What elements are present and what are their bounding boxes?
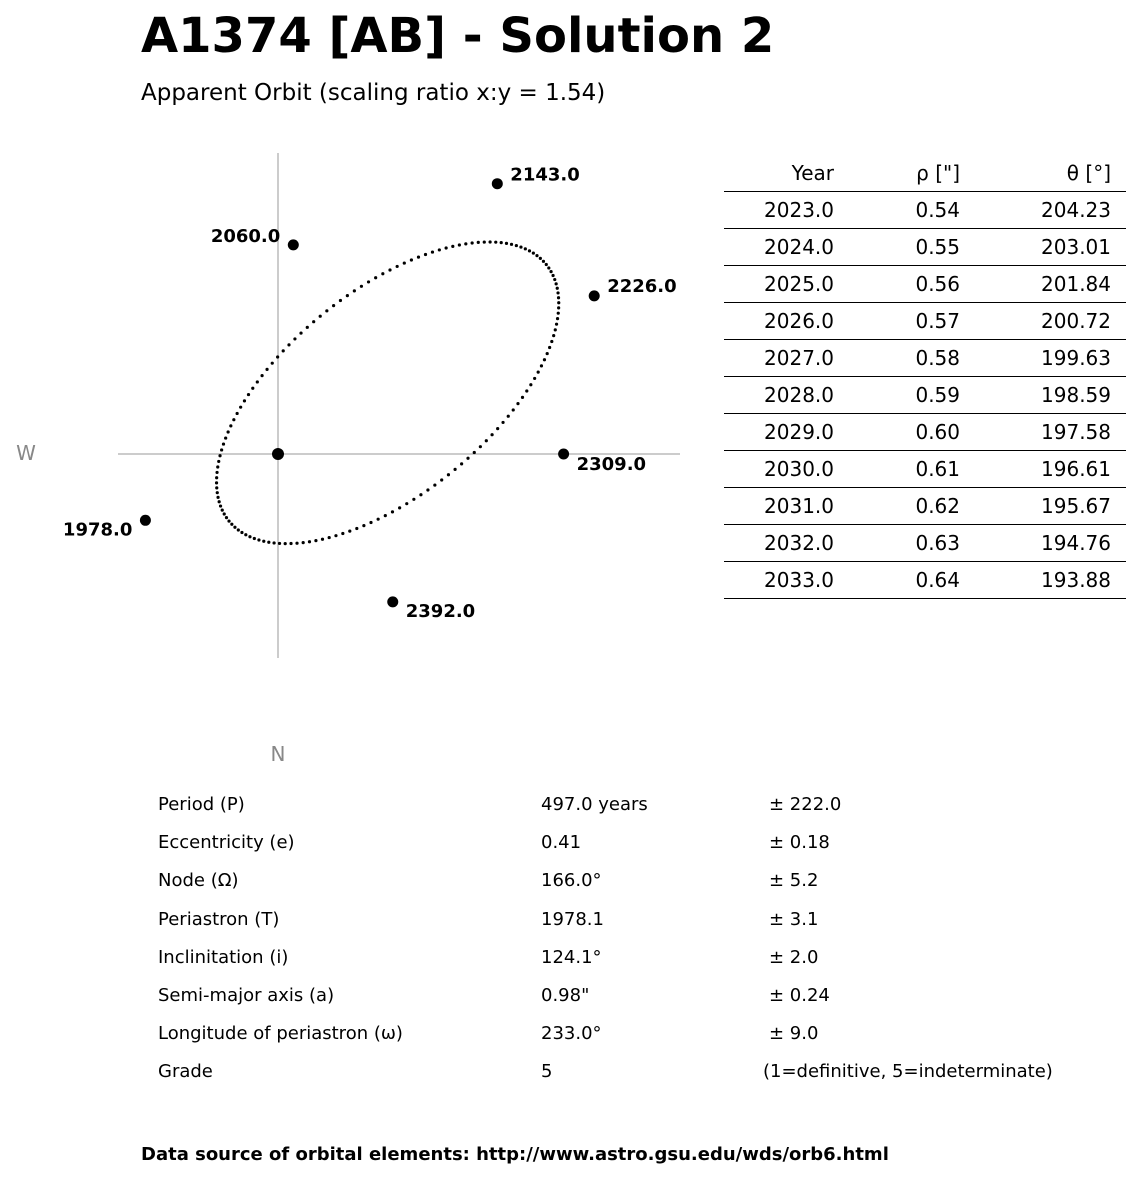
orbit-dot <box>353 289 356 292</box>
cell-year: 2025.0 <box>724 266 834 303</box>
epoch-point <box>492 178 503 189</box>
orbit-dot <box>224 436 227 439</box>
orbit-dot <box>295 542 298 545</box>
orbit-dot <box>216 496 219 499</box>
orbit-dot <box>403 261 406 264</box>
orbit-dot <box>547 266 550 269</box>
orbit-dot <box>216 465 219 468</box>
orbit-dot <box>215 471 218 474</box>
element-error: ± 222.0 <box>769 794 842 815</box>
orbit-dot <box>319 315 322 318</box>
orbit-dot <box>267 541 270 544</box>
cell-rho: 0.59 <box>834 377 960 414</box>
orbit-dot <box>539 257 542 260</box>
cell-rho: 0.62 <box>834 488 960 525</box>
epoch-point <box>140 515 151 526</box>
epoch-point <box>589 290 600 301</box>
orbit-dot <box>552 334 555 337</box>
epoch-label: 2392.0 <box>405 600 476 622</box>
element-value: 1978.1 <box>541 908 604 930</box>
element-name: Semi-major axis (a) <box>158 985 335 1006</box>
data-source-footer: Data source of orbital elements: http://www.astro.gsu.edu/wds/orb6.html <box>141 1144 889 1165</box>
cell-year: 2029.0 <box>724 414 834 451</box>
orbit-dot <box>466 457 469 460</box>
orbit-dot <box>424 253 427 256</box>
orbit-dot <box>556 287 559 290</box>
element-value: 166.0° <box>541 870 602 892</box>
orbit-dot <box>438 248 441 251</box>
orbit-dot <box>218 500 221 503</box>
orbit-dot <box>302 541 305 544</box>
orbit-dot <box>265 368 268 371</box>
orbit-dot <box>494 241 497 244</box>
orbit-dot <box>524 247 527 250</box>
cell-pad <box>1111 303 1126 340</box>
cell-rho: 0.60 <box>834 414 960 451</box>
cell-theta: 196.61 <box>960 451 1111 488</box>
table-row <box>724 192 1126 229</box>
orbit-dot <box>515 244 518 247</box>
orbit-dot <box>496 427 499 430</box>
orbit-dot <box>360 285 363 288</box>
orbit-dot <box>464 242 467 245</box>
orbit-dot <box>555 282 558 285</box>
element-error: ± 0.24 <box>769 985 830 1006</box>
orbit-dot <box>445 246 448 249</box>
cell-year: 2028.0 <box>724 377 834 414</box>
orbit-dot <box>501 421 504 424</box>
table-row <box>724 340 1126 377</box>
orbit-plot <box>0 0 700 780</box>
orbit-dot <box>540 364 543 367</box>
orbit-dot <box>355 527 358 530</box>
orbit-dot <box>473 451 476 454</box>
epoch-label: 2226.0 <box>607 275 677 297</box>
orbit-dot <box>485 439 488 442</box>
orbit-dot <box>426 488 429 491</box>
orbit-dot <box>282 349 285 352</box>
cell-rho: 0.57 <box>834 303 960 340</box>
orbit-dot <box>308 540 311 543</box>
orbit-dot <box>215 486 218 489</box>
orbit-dot <box>219 504 222 507</box>
orbit-dot <box>431 250 434 253</box>
orbit-dot <box>557 301 560 304</box>
orbit-dot <box>433 483 436 486</box>
table-row <box>724 266 1126 303</box>
orbit-dot <box>451 245 454 248</box>
orbit-dot <box>556 291 559 294</box>
cell-rho: 0.56 <box>834 266 960 303</box>
page-subtitle: Apparent Orbit (scaling ratio x:y = 1.54) <box>141 80 606 106</box>
orbit-dot <box>537 371 540 374</box>
orbit-dot <box>262 540 265 543</box>
orbit-dot <box>312 320 315 323</box>
element-error: (1=definitive, 5=indeterminate) <box>763 1061 1053 1083</box>
orbit-dot <box>533 377 536 380</box>
orbit-dot <box>405 502 408 505</box>
header-rho: ρ ["] <box>834 155 960 192</box>
orbit-dot <box>243 399 246 402</box>
table-row <box>724 488 1126 525</box>
orbit-dot <box>489 240 492 243</box>
ephemeris-body <box>724 192 1126 599</box>
cell-year: 2024.0 <box>724 229 834 266</box>
cell-theta: 193.88 <box>960 562 1111 599</box>
orbit-dot <box>471 241 474 244</box>
orbit-dot <box>240 531 243 534</box>
element-value: 0.41 <box>541 832 582 854</box>
cell-pad <box>1111 525 1126 562</box>
orbit-dot <box>545 263 548 266</box>
element-error: ± 9.0 <box>769 1023 819 1045</box>
orbit-dot <box>510 243 513 246</box>
orbit-dot <box>236 412 239 415</box>
orbit-dot <box>348 530 351 533</box>
primary-star-marker <box>272 448 284 460</box>
orbit-dot <box>553 278 556 281</box>
orbit-dot <box>505 242 508 245</box>
epoch-point <box>387 596 398 607</box>
orbit-dot <box>374 276 377 279</box>
cell-pad <box>1111 340 1126 377</box>
cell-theta: 195.67 <box>960 488 1111 525</box>
orbit-dot <box>532 251 535 254</box>
orbit-dot <box>247 393 250 396</box>
epoch-point <box>288 239 299 250</box>
cell-pad <box>1111 377 1126 414</box>
orbit-dot <box>233 526 236 529</box>
element-value: 5 <box>541 1061 553 1083</box>
orbit-dot <box>287 343 290 346</box>
cell-year: 2030.0 <box>724 451 834 488</box>
epoch-label: 2060.0 <box>210 225 281 247</box>
element-name: Eccentricity (e) <box>158 832 295 854</box>
orbit-dot <box>276 355 279 358</box>
orbit-dot <box>328 536 331 539</box>
orbit-dot <box>314 539 317 542</box>
element-name: Period (P) <box>158 794 245 815</box>
orbit-dot <box>381 272 384 275</box>
orbit-dot <box>227 519 230 522</box>
cell-theta: 204.23 <box>960 192 1111 229</box>
orbit-dot <box>557 312 560 315</box>
orbit-dot <box>546 352 549 355</box>
table-row <box>724 229 1126 266</box>
orbit-dot <box>519 245 522 248</box>
table-row <box>724 451 1126 488</box>
orbit-dot <box>367 280 370 283</box>
orbit-dot <box>550 340 553 343</box>
orbit-dot <box>239 406 242 409</box>
cell-year: 2032.0 <box>724 525 834 562</box>
cell-pad <box>1111 488 1126 525</box>
orbit-dot <box>346 294 349 297</box>
cell-pad <box>1111 192 1126 229</box>
cell-pad <box>1111 562 1126 599</box>
header-pad <box>1111 155 1126 192</box>
element-name: Inclinitation (i) <box>158 946 289 968</box>
orbit-dot <box>253 537 256 540</box>
orbit-dot <box>555 323 558 326</box>
header-year: Year <box>724 155 834 192</box>
cell-theta: 194.76 <box>960 525 1111 562</box>
cell-rho: 0.55 <box>834 229 960 266</box>
element-name: Periastron (T) <box>158 908 280 930</box>
orbit-dot <box>289 542 292 545</box>
cell-year: 2026.0 <box>724 303 834 340</box>
orbit-dot <box>477 241 480 244</box>
orbit-dot <box>217 460 220 463</box>
cell-pad <box>1111 229 1126 266</box>
orbit-dot <box>230 523 233 526</box>
element-error: ± 2.0 <box>769 946 819 968</box>
element-name: Node (Ω) <box>158 870 239 892</box>
orbit-dot <box>388 268 391 271</box>
orbit-dot <box>215 476 218 479</box>
header-theta: θ [°] <box>960 155 1111 192</box>
orbit-dot <box>339 299 342 302</box>
orbit-dot <box>321 538 324 541</box>
orbit-dot <box>535 254 538 257</box>
ephemeris-header-row <box>724 155 1126 192</box>
element-value: 233.0° <box>541 1023 602 1045</box>
orbit-dot <box>507 415 510 418</box>
orbit-dot <box>549 270 552 273</box>
orbit-dot <box>410 258 413 261</box>
orbit-dot <box>218 454 221 457</box>
orbit-dot <box>223 512 226 515</box>
cell-rho: 0.54 <box>834 192 960 229</box>
element-error: ± 5.2 <box>769 870 819 892</box>
compass-west-label: W <box>16 441 36 465</box>
orbit-dot <box>248 535 251 538</box>
orbit-dot <box>237 528 240 531</box>
orbit-dot <box>260 374 263 377</box>
element-value: 497.0 years <box>541 794 648 815</box>
orbit-dot <box>398 506 401 509</box>
orbit-dot <box>229 424 232 427</box>
epoch-label: 1978.0 <box>62 519 133 541</box>
table-row <box>724 525 1126 562</box>
orbit-dot <box>529 383 532 386</box>
orbit-dot <box>299 331 302 334</box>
element-error: ± 0.18 <box>769 832 830 854</box>
orbit-dot <box>440 478 443 481</box>
cell-year: 2031.0 <box>724 488 834 525</box>
orbit-dot <box>490 433 493 436</box>
epoch-point <box>558 449 569 460</box>
orbit-dot <box>479 445 482 448</box>
table-row <box>724 414 1126 451</box>
cell-year: 2027.0 <box>724 340 834 377</box>
orbit-dot <box>548 346 551 349</box>
orbit-dot <box>221 509 224 512</box>
orbit-dot <box>227 430 230 433</box>
table-row <box>724 377 1126 414</box>
orbit-dot <box>557 306 560 309</box>
orbit-dot <box>528 249 531 252</box>
orbit-dot <box>377 518 380 521</box>
orbit-dot <box>306 326 309 329</box>
table-row <box>724 562 1126 599</box>
orbit-dot <box>257 538 260 541</box>
orbit-dot <box>419 493 422 496</box>
orbit-dot <box>222 442 225 445</box>
orbit-dot <box>542 260 545 263</box>
cell-theta: 197.58 <box>960 414 1111 451</box>
orbit-dot <box>362 524 365 527</box>
orbit-dot <box>369 521 372 524</box>
orbit-dot <box>417 256 420 259</box>
orbit-dot <box>225 516 228 519</box>
element-name: Grade <box>158 1061 213 1083</box>
orbit-dot <box>460 462 463 465</box>
orbit-dot <box>384 514 387 517</box>
orbit-dot <box>341 532 344 535</box>
compass-north-label: N <box>270 742 286 766</box>
orbit-dot <box>557 296 560 299</box>
orbit-dot <box>232 418 235 421</box>
element-error: ± 3.1 <box>769 908 819 930</box>
cell-theta: 201.84 <box>960 266 1111 303</box>
orbit-dot <box>453 468 456 471</box>
orbit-dot <box>554 328 557 331</box>
epoch-label: 2143.0 <box>510 164 580 186</box>
orbit-dot <box>278 542 281 545</box>
orbit-dot <box>271 362 274 365</box>
cell-theta: 200.72 <box>960 303 1111 340</box>
orbit-path <box>215 240 560 545</box>
orbit-dot <box>216 491 219 494</box>
orbit-dot <box>334 534 337 537</box>
orbit-dot <box>447 473 450 476</box>
orbit-dot <box>293 337 296 340</box>
orbit-dot <box>556 317 559 320</box>
orbit-dot <box>412 498 415 501</box>
orbit-dot <box>500 241 503 244</box>
orbit-dot <box>458 243 461 246</box>
cell-rho: 0.61 <box>834 451 960 488</box>
page-title: A1374 [AB] - Solution 2 <box>141 8 775 64</box>
orbit-dot <box>332 304 335 307</box>
cell-year: 2023.0 <box>724 192 834 229</box>
orbit-dot <box>516 402 519 405</box>
orbit-dot <box>391 510 394 513</box>
orbit-dot <box>483 240 486 243</box>
table-row <box>724 303 1126 340</box>
orbit-dot <box>251 387 254 390</box>
cell-pad <box>1111 266 1126 303</box>
cell-pad <box>1111 414 1126 451</box>
orbit-dot <box>396 265 399 268</box>
orbit-dot <box>521 396 524 399</box>
orbit-dot <box>244 533 247 536</box>
element-value: 0.98" <box>541 985 590 1006</box>
orbit-dot <box>325 309 328 312</box>
cell-theta: 198.59 <box>960 377 1111 414</box>
orbit-dot <box>256 380 259 383</box>
orbit-dot <box>272 541 275 544</box>
element-value: 124.1° <box>541 946 602 968</box>
element-name: Longitude of periastron (ω) <box>158 1023 403 1045</box>
cell-rho: 0.63 <box>834 525 960 562</box>
cell-year: 2033.0 <box>724 562 834 599</box>
cell-pad <box>1111 451 1126 488</box>
cell-theta: 199.63 <box>960 340 1111 377</box>
cell-rho: 0.58 <box>834 340 960 377</box>
marked-epochs <box>63 165 677 622</box>
orbit-dot <box>284 542 287 545</box>
ephemeris-table <box>724 155 1126 599</box>
orbit-dot <box>215 481 218 484</box>
cell-rho: 0.64 <box>834 562 960 599</box>
orbit-dot <box>525 389 528 392</box>
orbit-dot <box>220 448 223 451</box>
epoch-label: 2309.0 <box>576 454 647 475</box>
orbit-dot <box>551 274 554 277</box>
cell-theta: 203.01 <box>960 229 1111 266</box>
orbit-dot <box>543 358 546 361</box>
orbit-dot <box>512 408 515 411</box>
